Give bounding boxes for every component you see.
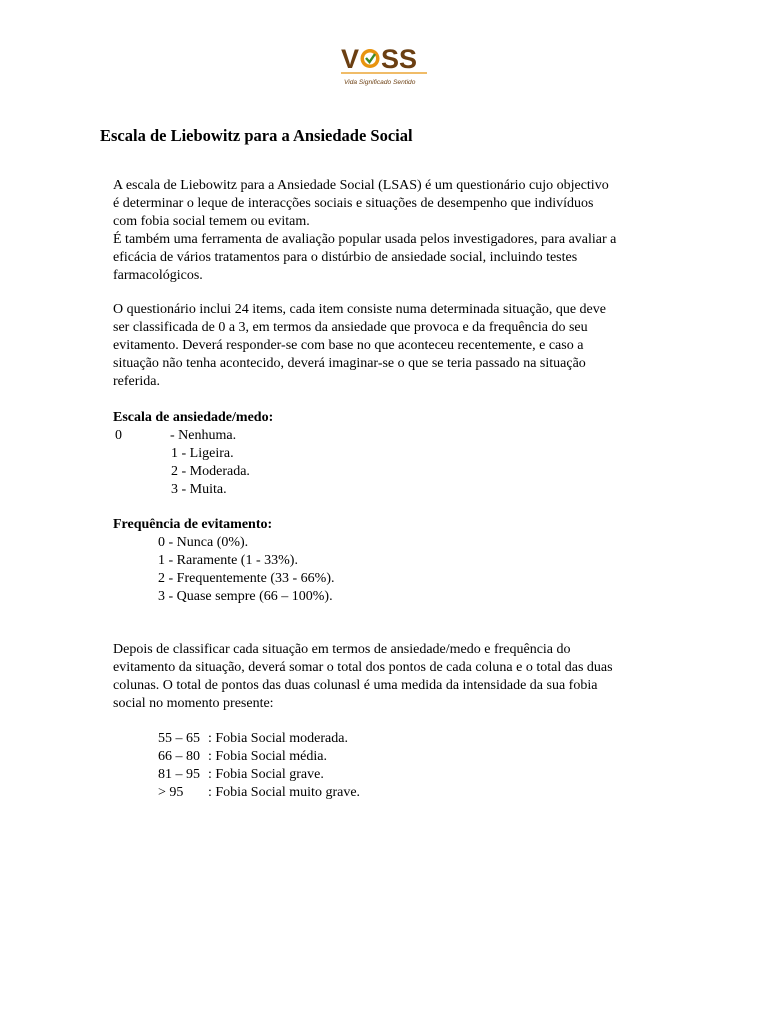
- voss-logo: [339, 40, 431, 90]
- scoring-line: evitamento da situação, deverá somar o total dos pontos de cada coluna e o total das duas: [113, 660, 613, 675]
- questionnaire-line: referida.: [113, 374, 161, 389]
- intro-line: A escala de Liebowitz para a Ansiedade Social (LSAS) é um questionário cujo objectivo: [113, 178, 609, 193]
- logo-circle-icon: [361, 49, 380, 68]
- logo-tagline: Vida Significado Sentido: [344, 79, 416, 86]
- intro-line: eficácia de vários tratamentos para o distúrbio de ansiedade social, incluindo testes: [113, 250, 578, 265]
- logo-letters-ss: SS: [381, 44, 418, 74]
- page-title: Escala de Liebowitz para a Ansiedade Social: [100, 126, 413, 145]
- scoring-line: Depois de classificar cada situação em termos de ansiedade/medo e frequência do: [113, 642, 571, 657]
- anxiety-scale-number: 0: [115, 428, 122, 443]
- voss-logo-graphic: [339, 40, 431, 90]
- intro-line: com fobia social temem ou evitam.: [113, 214, 310, 229]
- questionnaire-paragraph: [113, 301, 606, 391]
- anxiety-scale-item: 1 - Ligeira.: [171, 446, 234, 461]
- result-range: 55 – 65: [158, 731, 200, 746]
- questionnaire-line: evitamento. Deverá responder-se com base no que aconteceu recentemente, e caso a: [113, 338, 584, 353]
- intro-line: farmacológicos.: [113, 268, 203, 283]
- anxiety-scale-item: - Nenhuma.: [170, 428, 237, 443]
- result-label: : Fobia Social grave.: [208, 767, 324, 782]
- logo-letter-v: V: [341, 44, 360, 74]
- result-label: : Fobia Social muito grave.: [208, 785, 361, 800]
- anxiety-scale-item: 2 - Moderada.: [171, 464, 250, 479]
- avoidance-scale-item: 3 - Quase sempre (66 – 100%).: [158, 589, 333, 604]
- anxiety-scale-item: 3 - Muita.: [171, 482, 227, 497]
- intro-paragraph: [113, 177, 616, 285]
- avoidance-scale-item: 2 - Frequentemente (33 - 66%).: [158, 571, 335, 586]
- scoring-line: social no momento presente:: [113, 696, 274, 711]
- intro-line: É também uma ferramenta de avaliação popular usada pelos investigadores, para avaliar a: [113, 232, 617, 247]
- result-range: > 95: [158, 785, 184, 800]
- result-range: 81 – 95: [158, 767, 200, 782]
- avoidance-scale-item: 0 - Nunca (0%).: [158, 535, 249, 550]
- questionnaire-line: ser classificada de 0 a 3, em termos da ansiedade que provoca e da frequência do seu: [113, 320, 588, 335]
- intro-line: é determinar o leque de interacções sociais e situações de desempenho que indivíduos: [113, 196, 594, 211]
- result-label: : Fobia Social moderada.: [208, 731, 348, 746]
- scoring-paragraph: [113, 641, 613, 713]
- avoidance-scale-heading: Frequência de evitamento:: [113, 517, 273, 532]
- result-range: 66 – 80: [158, 749, 200, 764]
- avoidance-scale-item: 1 - Raramente (1 - 33%).: [158, 553, 298, 568]
- anxiety-scale-heading: Escala de ansiedade/medo:: [113, 410, 274, 425]
- questionnaire-line: situação não tenha acontecido, deverá imaginar-se o que se teria passado na situação: [113, 356, 586, 371]
- scoring-line: colunas. O total de pontos das duas colunasl é uma medida da intensidade da sua fobia: [113, 678, 598, 693]
- result-label: : Fobia Social média.: [208, 749, 327, 764]
- questionnaire-line: O questionário inclui 24 items, cada item consiste numa determinada situação, que deve: [113, 302, 606, 317]
